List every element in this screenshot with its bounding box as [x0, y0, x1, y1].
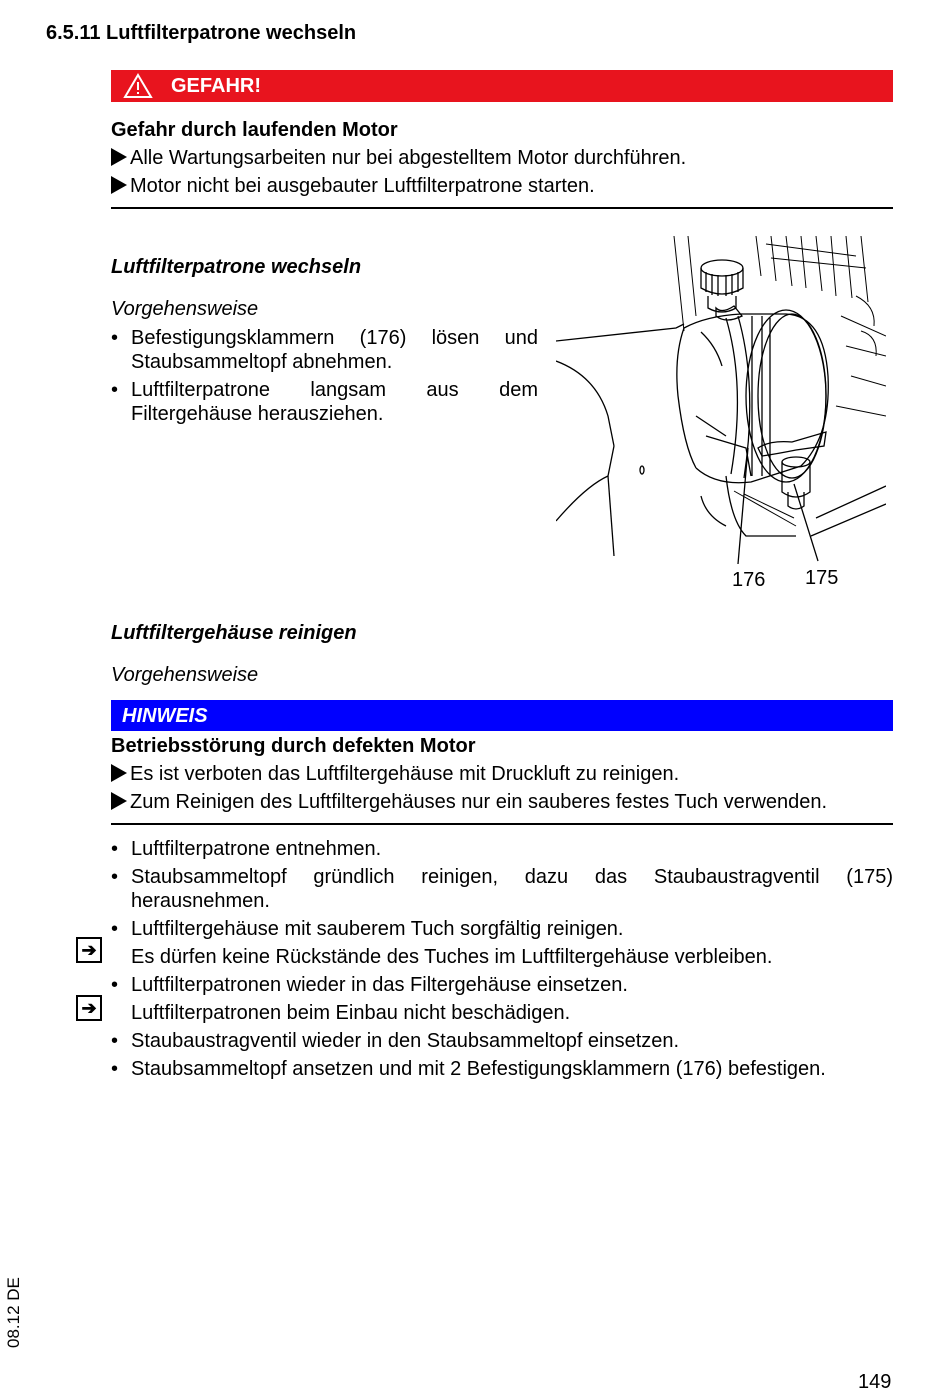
list-item: [111, 378, 538, 426]
section-title: 6.5.11 Luftfilterpatrone wechseln: [46, 22, 357, 44]
danger-label: GEFAHR!: [171, 75, 261, 97]
list-item-text: herausnehmen.: [131, 890, 270, 912]
air-filter-figure: [556, 236, 886, 566]
result-arrow-icon: ➔: [76, 995, 102, 1021]
clean-procedure-label: Vorgehensweise: [111, 664, 259, 686]
bullet: •: [111, 974, 119, 996]
list-item-text: Filtergehäuse herausziehen.: [131, 403, 384, 425]
shroud-outline: [556, 324, 684, 341]
hint-label: HINWEIS: [122, 705, 208, 727]
danger-rule: [111, 207, 893, 209]
danger-item: [111, 144, 686, 172]
danger-item-text: Alle Wartungsarbeiten nur bei abgestelltem Motor durchführen.: [130, 147, 687, 169]
result-item-text: Luftfilterpatronen beim Einbau nicht beschädigen.: [131, 1002, 571, 1024]
callout-leader-175: [794, 484, 818, 561]
list-item-text: Luftfilterpatronen wieder in das Filtergehäuse einsetzen.: [131, 974, 628, 996]
clean-title: Luftfiltergehäuse reinigen: [111, 622, 357, 644]
bullet: •: [111, 918, 119, 940]
callout-leader-176: [738, 448, 748, 564]
hint-item-text: Zum Reinigen des Luftfiltergehäuses nur ein sauberes festes Tuch verwenden.: [130, 791, 828, 813]
hint-item-text: Es ist verboten das Luftfiltergehäuse mit Druckluft zu reinigen.: [130, 763, 680, 785]
edition-label: [0, 1277, 30, 1350]
list-item-text: Luftfilterpatrone entnehmen.: [131, 838, 382, 860]
bullet: •: [111, 838, 119, 860]
hint-item: [111, 760, 679, 788]
list-item-text: Luftfilterpatrone langsam aus dem: [131, 379, 538, 401]
edition-text: 08.12 DE: [4, 1277, 23, 1348]
triangle-bullet-icon: [111, 148, 127, 166]
oil-cap: [701, 260, 743, 312]
change-title: Luftfilterpatrone wechseln: [111, 256, 362, 278]
triangle-bullet-icon: [111, 792, 127, 810]
triangle-bullet-icon: [111, 764, 127, 782]
warning-triangle-icon: [123, 73, 153, 99]
danger-item: [111, 172, 595, 200]
list-item-text: Befestigungsklammern (176) lösen und: [131, 327, 538, 349]
list-item: [111, 326, 538, 374]
result-item-text: Es dürfen keine Rückstände des Tuches im Luftfiltergehäuse verbleiben.: [131, 946, 773, 968]
list-item-text: Staubaustragventil wieder in den Staubsammeltopf einsetzen.: [131, 1030, 680, 1052]
callout-176: 176: [732, 569, 766, 591]
change-procedure-label: Vorgehensweise: [111, 298, 259, 320]
bullet: •: [111, 1030, 119, 1052]
callout-175: 175: [805, 567, 839, 589]
hint-banner: [111, 700, 893, 731]
bullet: •: [111, 327, 119, 349]
filter-housing: [677, 310, 828, 483]
result-arrow-icon: ➔: [76, 937, 102, 963]
bullet: •: [111, 379, 119, 401]
list-item-text: Luftfiltergehäuse mit sauberem Tuch sorgfältig reinigen.: [131, 918, 624, 940]
list-item-text: Staubsammeltopf abnehmen.: [131, 351, 393, 373]
list-item-text: Staubsammeltopf ansetzen und mit 2 Befestigungsklammern (176) befestigen.: [131, 1058, 826, 1080]
danger-item-text: Motor nicht bei ausgebauter Luftfilterpatrone starten.: [130, 175, 595, 197]
list-item: [111, 865, 893, 913]
hint-heading: Betriebsstörung durch defekten Motor: [111, 735, 476, 757]
triangle-bullet-icon: [111, 176, 127, 194]
bullet: •: [111, 866, 119, 888]
list-item-text: Staubsammeltopf gründlich reinigen, dazu das Staubaustragventil (175): [131, 866, 893, 888]
dust-valve: [782, 457, 810, 509]
hint-item: [111, 788, 827, 816]
danger-heading: Gefahr durch laufenden Motor: [111, 119, 398, 141]
hint-rule: [111, 823, 893, 825]
fastening-clip: [716, 306, 826, 456]
page-number: 149: [858, 1371, 892, 1393]
shroud-outline: [556, 361, 614, 446]
danger-banner: [111, 70, 893, 102]
bullet: •: [111, 1058, 119, 1080]
